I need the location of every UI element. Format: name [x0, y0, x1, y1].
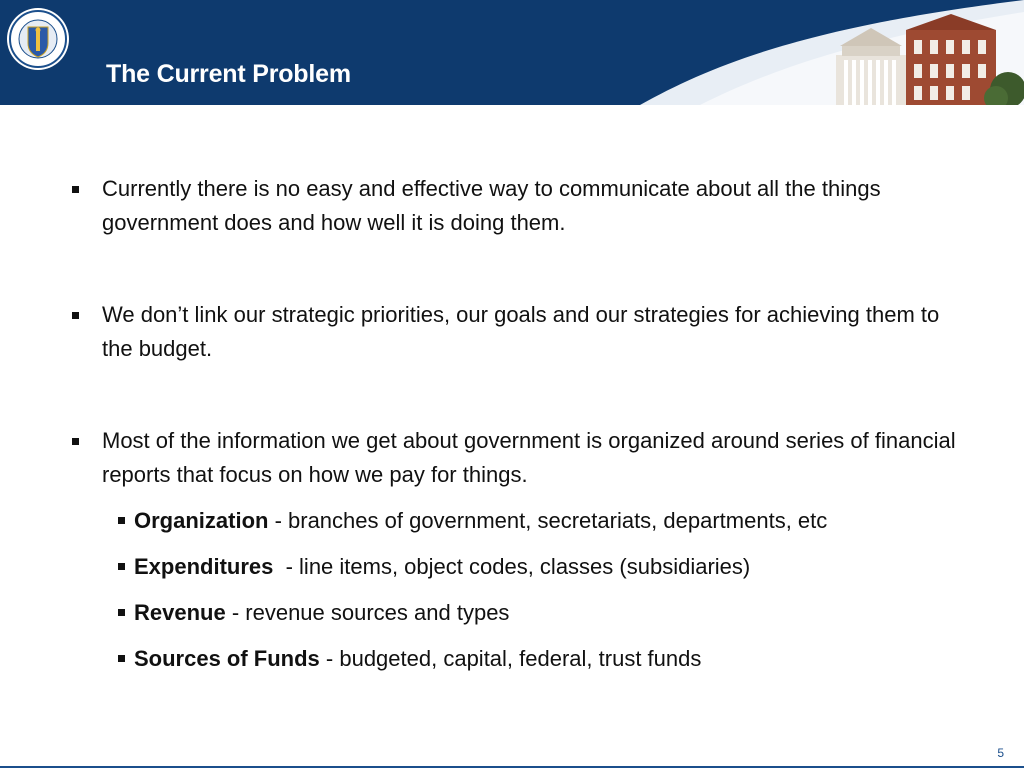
- sub-bullet-item: [134, 552, 994, 582]
- sub-bullet-item: [134, 598, 994, 628]
- sub-bullet-term: Revenue: [134, 600, 226, 625]
- massachusetts-seal-icon: [6, 7, 70, 71]
- bullet-item: [102, 424, 962, 492]
- bullet-text: Most of the information we get about government is organized around series of financial reports that focus on how we pay for things.: [102, 428, 956, 487]
- sub-bullet-item: [134, 644, 994, 674]
- square-bullet-icon: [118, 609, 125, 616]
- square-bullet-icon: [118, 655, 125, 662]
- bullet-text: We don’t link our strategic priorities, our goals and our strategies for achieving them to the budget.: [102, 302, 940, 361]
- sub-bullet-desc: - budgeted, capital, federal, trust funds: [319, 646, 702, 671]
- square-bullet-icon: [118, 517, 125, 524]
- slide-title: The Current Problem: [106, 60, 351, 88]
- sub-bullet-item: [134, 506, 994, 536]
- sub-bullet-term: Sources of Funds: [134, 646, 320, 671]
- sub-bullet-term: Organization: [134, 508, 269, 533]
- bullet-item: [102, 172, 962, 240]
- square-bullet-icon: [72, 438, 79, 445]
- sub-bullet-desc: - branches of government, secretariats, departments, etc: [268, 508, 828, 533]
- page-number: 5: [997, 746, 1004, 760]
- bullet-text: Currently there is no easy and effective way to communicate about all the things government does and how well it is doing them.: [102, 176, 881, 235]
- square-bullet-icon: [118, 563, 125, 570]
- header-banner-art: [0, 0, 1024, 105]
- square-bullet-icon: [72, 312, 79, 319]
- sub-bullet-desc: - revenue sources and types: [225, 600, 510, 625]
- sub-bullet-term: Expenditures: [134, 554, 274, 579]
- bullet-item: [102, 298, 962, 366]
- slide-header: [0, 0, 1024, 105]
- square-bullet-icon: [72, 186, 79, 193]
- sub-bullet-desc: - line items, object codes, classes (subsidiaries): [273, 554, 751, 579]
